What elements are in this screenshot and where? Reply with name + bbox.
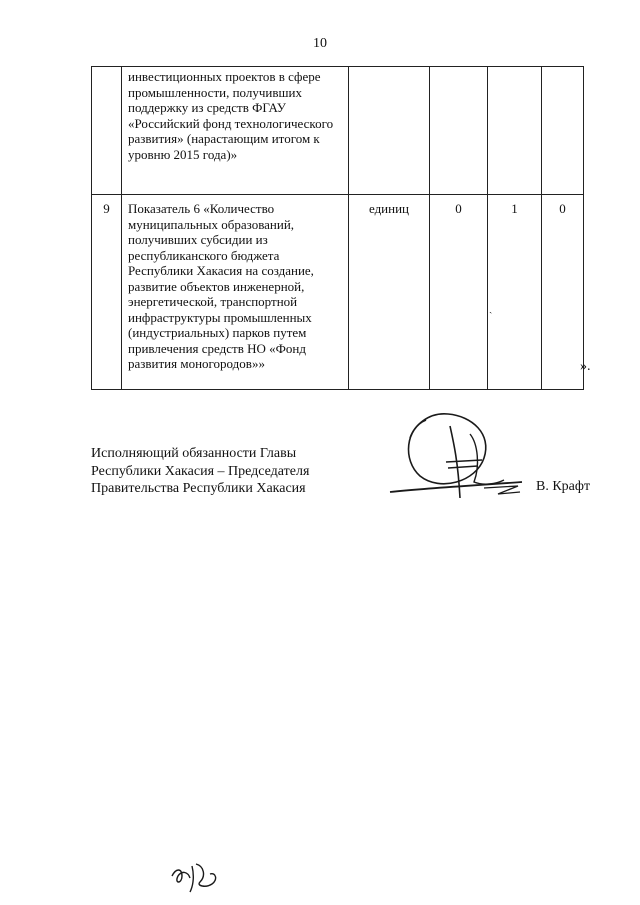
row-unit-cell (349, 67, 430, 195)
signatory-name: В. Крафт (536, 479, 591, 494)
indicators-table (91, 66, 584, 390)
signatory-title (91, 445, 309, 498)
table-row (92, 67, 584, 195)
row-value-cell (488, 67, 542, 195)
page-number: 10 (313, 36, 327, 51)
row-value-cell (430, 67, 488, 195)
table-row (92, 195, 584, 390)
row-description-cell: инвестиционных проектов в сфере промышленности, получивших поддержку из средств ФГАУ «Российский фонд технологического развития» (нарастающим итогом к уровню 2015 года)» (122, 67, 349, 195)
row-number-cell (92, 67, 122, 195)
row-description-cell: Показатель 6 «Количество муниципальных образований, получивших субсидии из республиканского бюджета Республики Хакасия на создание, развитие объектов инженерной, энергетической, транспортной инфраструктуры промышленных (индустриальных) парков путем привлечения средств НО «Фонд развития моногородов»» (122, 195, 349, 390)
row-unit-cell: единиц (349, 195, 430, 390)
row-value-cell: 0 (542, 195, 584, 390)
row-number-cell: 9 (92, 195, 122, 390)
handwritten-initials (170, 856, 222, 896)
closing-quote: ». (580, 359, 591, 374)
handwritten-signature (388, 398, 528, 508)
signatory-title-line: Исполняющий обязанности Главы (91, 446, 297, 461)
row-value-cell: 1 (488, 195, 542, 390)
row-value-cell: 0 (430, 195, 488, 390)
stray-mark: ˏ (489, 303, 493, 314)
signatory-title-line: Республики Хакасия – Председателя (91, 463, 310, 479)
row-value-cell (542, 67, 584, 195)
signatory-title-line: Правительства Республики Хакасия (91, 481, 306, 496)
